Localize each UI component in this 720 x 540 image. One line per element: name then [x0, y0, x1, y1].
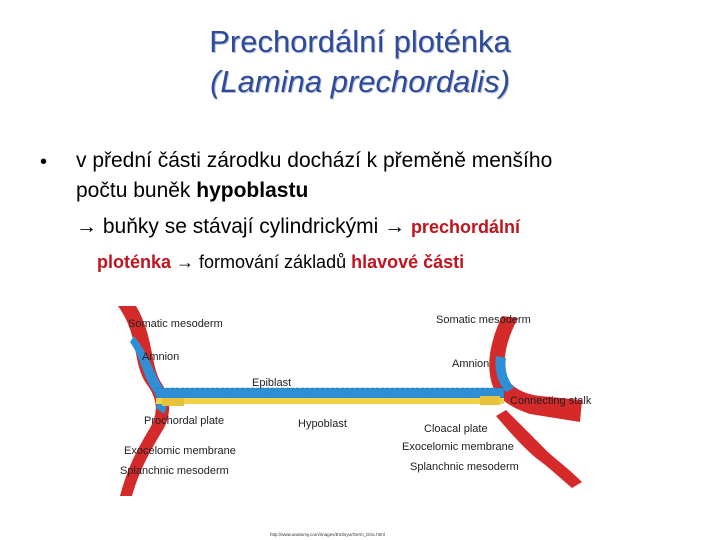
bullet-line-1: v přední části zárodku dochází k přeměně menšího [76, 149, 553, 172]
cloacal-plate-shape [480, 396, 500, 405]
image-credit: http://www.anatomy.com/images/Embryo/Germ_Disc.html [270, 532, 385, 537]
prochordal-plate-shape [162, 398, 184, 406]
label-somatic-mesoderm-right: Somatic mesoderm [436, 314, 531, 326]
label-cloacal-plate: Cloacal plate [424, 423, 488, 435]
label-epiblast: Epiblast [252, 377, 292, 389]
title-line-1: Prechordální ploténka [209, 24, 511, 59]
label-splanchnic-mesoderm-right: Splanchnic mesoderm [410, 461, 519, 473]
bullet-line-4-text: → formování základů [171, 252, 352, 272]
label-amnion-right: Amnion [452, 358, 490, 370]
label-exocelomic-membrane-left: Exocelomic membrane [124, 445, 236, 457]
hypoblast-layer [156, 398, 504, 404]
title-line-2: (Lamina prechordalis) [210, 64, 510, 99]
bullet-line-2 [76, 177, 308, 205]
germ-disc-diagram [110, 296, 610, 540]
label-prochordal-plate: Prochordal plate [144, 415, 225, 427]
slide-title [0, 22, 720, 102]
bullet-line-4 [97, 248, 464, 276]
label-connecting-stalk: Connecting stalk [510, 395, 592, 407]
term-head-part: hlavové části [351, 252, 465, 272]
germ-disc-figure [110, 296, 610, 540]
term-prechordal: prechordální [410, 217, 520, 237]
epiblast-layer [156, 388, 504, 398]
label-exocelomic-membrane-right: Exocelomic membrane [402, 441, 514, 453]
label-splanchnic-mesoderm-left: Splanchnic mesoderm [120, 465, 229, 477]
term-hypoblast: hypoblastu [196, 179, 309, 202]
bullet-line-2-text: počtu buněk [76, 179, 197, 202]
bullet-marker: • [40, 151, 48, 173]
bullet-line-3-text: → buňky se stávají cylindrickými → [76, 215, 411, 238]
bullet-line-3 [76, 213, 520, 241]
label-hypoblast: Hypoblast [298, 418, 347, 430]
term-plate: ploténka [97, 252, 172, 272]
label-somatic-mesoderm-left: Somatic mesoderm [128, 318, 223, 330]
label-amnion-left: Amnion [142, 351, 180, 363]
